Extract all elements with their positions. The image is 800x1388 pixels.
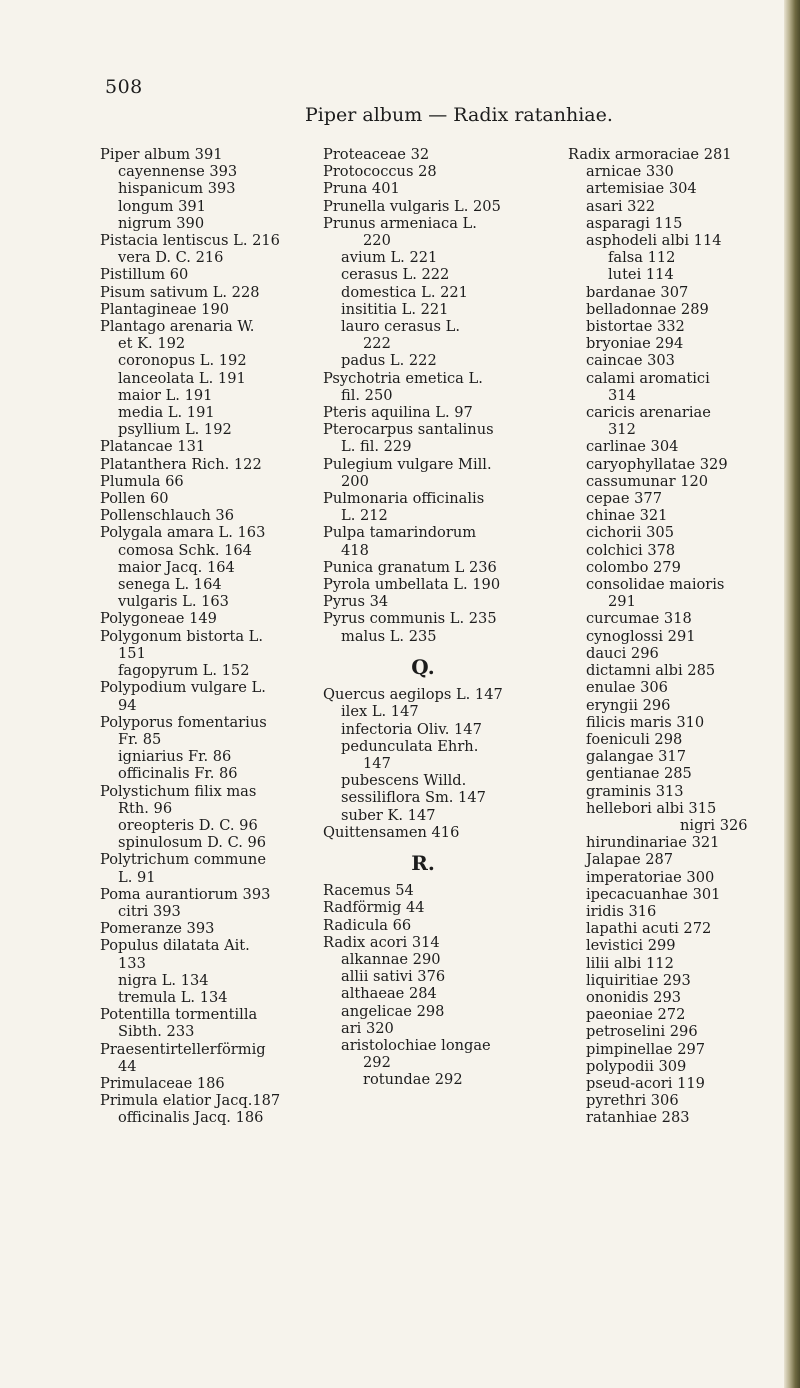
- index-entry: Radförmig 44: [323, 899, 425, 917]
- index-entry: Racemus 54: [323, 882, 414, 900]
- index-entry: Prunus armeniaca L.: [323, 214, 477, 232]
- running-title: Piper album — Radix ratanhiae.: [305, 104, 613, 126]
- index-entry: colchici 378: [586, 541, 676, 559]
- index-entry: Psychotria emetica L.: [323, 369, 483, 387]
- index-entry: Primulaceae 186: [100, 1074, 225, 1092]
- index-entry: hirundinariae 321: [586, 834, 720, 852]
- index-entry: vulgaris L. 163: [118, 593, 229, 611]
- index-entry: caricis arenariae: [586, 404, 711, 422]
- index-entry: Pollen 60: [100, 490, 169, 508]
- index-entry: Pteris aquilina L. 97: [323, 404, 473, 422]
- index-entry: maior Jacq. 164: [118, 558, 235, 576]
- index-entry: Polygoneae 149: [100, 610, 217, 628]
- index-entry: Polytrichum commune: [100, 851, 266, 869]
- index-entry: ononidis 293: [586, 988, 682, 1006]
- index-entry: fil. 250: [341, 386, 393, 404]
- index-entry: infectoria Oliv. 147: [341, 720, 482, 738]
- index-column-1: [100, 146, 305, 1127]
- index-entry: Pomeranze 393: [100, 920, 215, 938]
- index-entry: foeniculi 298: [586, 730, 683, 748]
- index-entry: imperatoriae 300: [586, 868, 715, 886]
- index-entry: asparagi 115: [586, 214, 683, 232]
- index-entry: 200: [341, 472, 369, 490]
- index-entry: paeoniae 272: [586, 1006, 686, 1024]
- index-entry: malus L. 235: [341, 627, 437, 645]
- index-entry: belladonnae 289: [586, 300, 709, 318]
- index-entry: Polygonum bistorta L.: [100, 627, 263, 645]
- index-entry: 291: [608, 593, 636, 611]
- index-entry: cichorii 305: [586, 524, 675, 542]
- index-entry: longum 391: [118, 197, 206, 215]
- index-entry: aristolochiae longae: [341, 1036, 491, 1054]
- index-entry: ari 320: [341, 1019, 394, 1037]
- index-entry: insititia L. 221: [341, 300, 449, 318]
- index-entry: Pulpa tamarindorum: [323, 524, 477, 542]
- page-number: 508: [105, 76, 143, 98]
- index-column-2: [323, 146, 563, 1089]
- index-entry: vera D. C. 216: [118, 249, 224, 267]
- index-entry: eryngii 296: [586, 696, 671, 714]
- index-entry: officinalis Jacq. 186: [118, 1109, 264, 1127]
- index-entry: Pollenschlauch 36: [100, 507, 234, 525]
- index-entry: cerasus L. 222: [341, 266, 450, 284]
- index-entry: Populus dilatata Ait.: [100, 937, 250, 955]
- index-entry: althaeae 284: [341, 985, 437, 1003]
- index-entry: nigra L. 134: [118, 971, 209, 989]
- index-entry: padus L. 222: [341, 352, 437, 370]
- index-entry: Pyrus communis L. 235: [323, 610, 497, 628]
- index-entry: pyrethri 306: [586, 1092, 679, 1110]
- index-entry: L. 91: [118, 868, 156, 886]
- index-entry: Radix acori 314: [323, 933, 440, 951]
- index-entry: nigri 326: [680, 816, 748, 834]
- index-entry: L. 212: [341, 507, 388, 525]
- index-entry: Plumula 66: [100, 472, 184, 490]
- index-entry: Pyrola umbellata L. 190: [323, 576, 501, 594]
- index-entry: 292: [363, 1054, 391, 1072]
- index-entry: Polystichum filix mas: [100, 782, 257, 800]
- index-entry: angelicae 298: [341, 1002, 445, 1020]
- index-entry: consolidae maioris: [586, 576, 725, 594]
- index-entry: asari 322: [586, 197, 656, 215]
- index-entry: Praesentirtellerförmig: [100, 1040, 266, 1058]
- index-entry: oreopteris D. C. 96: [118, 816, 258, 834]
- index-entry: Platancae 131: [100, 438, 206, 456]
- index-entry: pedunculata Ehrh.: [341, 737, 479, 755]
- index-entry: 94: [118, 696, 137, 714]
- index-entry: Platanthera Rich. 122: [100, 455, 262, 473]
- index-entry: polypodii 309: [586, 1057, 687, 1075]
- index-entry: lanceolata L. 191: [118, 369, 246, 387]
- index-entry: Pistacia lentiscus L. 216: [100, 232, 280, 250]
- index-entry: comosa Schk. 164: [118, 541, 252, 559]
- index-entry: lapathi acuti 272: [586, 920, 712, 938]
- index-entry: bryoniae 294: [586, 335, 684, 353]
- index-entry: media L. 191: [118, 404, 215, 422]
- index-entry: ipecacuanhae 301: [586, 885, 721, 903]
- index-entry: cayennense 393: [118, 163, 238, 181]
- index-letter-heading: Q.: [411, 654, 435, 679]
- index-entry: Quercus aegilops L. 147: [323, 686, 503, 704]
- index-entry: colombo 279: [586, 558, 681, 576]
- index-entry: et K. 192: [118, 335, 186, 353]
- index-entry: calami aromatici: [586, 369, 710, 387]
- index-entry: Pruna 401: [323, 180, 400, 198]
- index-entry: Proteaceae 32: [323, 146, 430, 163]
- index-entry: fagopyrum L. 152: [118, 662, 250, 680]
- index-entry: Pyrus 34: [323, 593, 389, 611]
- index-entry: maior L. 191: [118, 386, 213, 404]
- index-entry: Pistillum 60: [100, 266, 189, 284]
- index-entry: 418: [341, 541, 369, 559]
- index-entry: Pisum sativum L. 228: [100, 283, 260, 301]
- index-entry: igniarius Fr. 86: [118, 748, 232, 766]
- index-entry: bistortae 332: [586, 318, 685, 336]
- index-entry: ratanhiae 283: [586, 1109, 690, 1127]
- index-entry: allii sativi 376: [341, 968, 446, 986]
- index-entry: lauro cerasus L.: [341, 318, 461, 336]
- index-entry: Polypodium vulgare L.: [100, 679, 266, 697]
- index-entry: filicis maris 310: [586, 713, 705, 731]
- index-entry: arnicae 330: [586, 163, 674, 181]
- index-entry: Poma aurantiorum 393: [100, 885, 271, 903]
- index-entry: Pterocarpus santalinus: [323, 421, 494, 439]
- index-entry: asphodeli albi 114: [586, 232, 722, 250]
- index-entry: caryophyllatae 329: [586, 455, 728, 473]
- index-entry: L. fil. 229: [341, 438, 412, 456]
- index-entry: Pulmonaria officinalis: [323, 490, 485, 508]
- index-entry: psyllium L. 192: [118, 421, 232, 439]
- index-entry: cassumunar 120: [586, 472, 709, 490]
- index-entry: nigrum 390: [118, 214, 205, 232]
- index-entry: domestica L. 221: [341, 283, 468, 301]
- index-entry: Quittensamen 416: [323, 823, 460, 841]
- index-entry: ilex L. 147: [341, 703, 419, 721]
- index-entry: Radix armoraciae 281: [568, 146, 732, 163]
- index-entry: citri 393: [118, 902, 181, 920]
- index-entry: 312: [608, 421, 636, 439]
- index-entry: graminis 313: [586, 782, 684, 800]
- index-entry: Polyporus fomentarius: [100, 713, 267, 731]
- index-entry: Plantagineae 190: [100, 300, 230, 318]
- index-entry: Piper album 391: [100, 146, 223, 163]
- index-entry: artemisiae 304: [586, 180, 697, 198]
- index-entry: officinalis Fr. 86: [118, 765, 238, 783]
- index-entry: pubescens Willd.: [341, 772, 467, 790]
- index-entry: falsa 112: [608, 249, 676, 267]
- index-entry: tremula L. 134: [118, 988, 228, 1006]
- index-entry: 314: [608, 386, 636, 404]
- index-entry: Potentilla tormentilla: [100, 1006, 258, 1024]
- index-entry: chinae 321: [586, 507, 668, 525]
- index-entry: 151: [118, 644, 146, 662]
- index-entry: Plantago arenaria W.: [100, 318, 255, 336]
- index-entry: Sibth. 233: [118, 1023, 195, 1041]
- index-entry: curcumae 318: [586, 610, 692, 628]
- index-entry: pimpinellae 297: [586, 1040, 706, 1058]
- index-entry: spinulosum D. C. 96: [118, 834, 267, 852]
- index-entry: coronopus L. 192: [118, 352, 247, 370]
- index-entry: Pulegium vulgare Mill.: [323, 455, 492, 473]
- index-entry: caincae 303: [586, 352, 675, 370]
- index-entry: hispanicum 393: [118, 180, 236, 198]
- index-entry: Primula elatior Jacq.187: [100, 1092, 281, 1110]
- index-entry: 222: [363, 335, 391, 353]
- index-entry: 44: [118, 1057, 137, 1075]
- index-entry: cepae 377: [586, 490, 662, 508]
- index-entry: Prunella vulgaris L. 205: [323, 197, 501, 215]
- index-entry: gentianae 285: [586, 765, 692, 783]
- index-entry: galangae 317: [586, 748, 686, 766]
- index-entry: suber K. 147: [341, 806, 436, 824]
- index-column-3: [568, 146, 790, 1127]
- index-entry: carlinae 304: [586, 438, 679, 456]
- index-entry: lilii albi 112: [586, 954, 674, 972]
- index-entry: iridis 316: [586, 902, 657, 920]
- index-letter-heading: R.: [411, 850, 435, 875]
- index-entry: lutei 114: [608, 266, 674, 284]
- page-edge-shadow: [784, 0, 800, 1388]
- index-entry: 220: [363, 232, 391, 250]
- index-entry: Radicula 66: [323, 916, 412, 934]
- index-entry: cynoglossi 291: [586, 627, 696, 645]
- index-entry: Polygala amara L. 163: [100, 524, 266, 542]
- index-entry: pseud-acori 119: [586, 1074, 705, 1092]
- index-entry: 133: [118, 954, 146, 972]
- index-entry: dictamni albi 285: [586, 662, 716, 680]
- index-entry: sessiliflora Sm. 147: [341, 789, 486, 807]
- index-entry: petroselini 296: [586, 1023, 698, 1041]
- index-entry: bardanae 307: [586, 283, 689, 301]
- index-entry: enulae 306: [586, 679, 668, 697]
- index-entry: Punica granatum L 236: [323, 558, 497, 576]
- index-entry: levistici 299: [586, 937, 676, 955]
- index-entry: 147: [363, 754, 391, 772]
- index-entry: Jalapae 287: [586, 851, 674, 869]
- index-entry: Fr. 85: [118, 730, 162, 748]
- index-entry: rotundae 292: [363, 1071, 463, 1089]
- index-entry: senega L. 164: [118, 576, 222, 594]
- index-entry: dauci 296: [586, 644, 659, 662]
- index-entry: liquiritiae 293: [586, 971, 691, 989]
- index-entry: Protococcus 28: [323, 163, 437, 181]
- index-entry: hellebori albi 315: [586, 799, 717, 817]
- index-entry: Rth. 96: [118, 799, 173, 817]
- index-entry: avium L. 221: [341, 249, 438, 267]
- index-entry: alkannae 290: [341, 950, 441, 968]
